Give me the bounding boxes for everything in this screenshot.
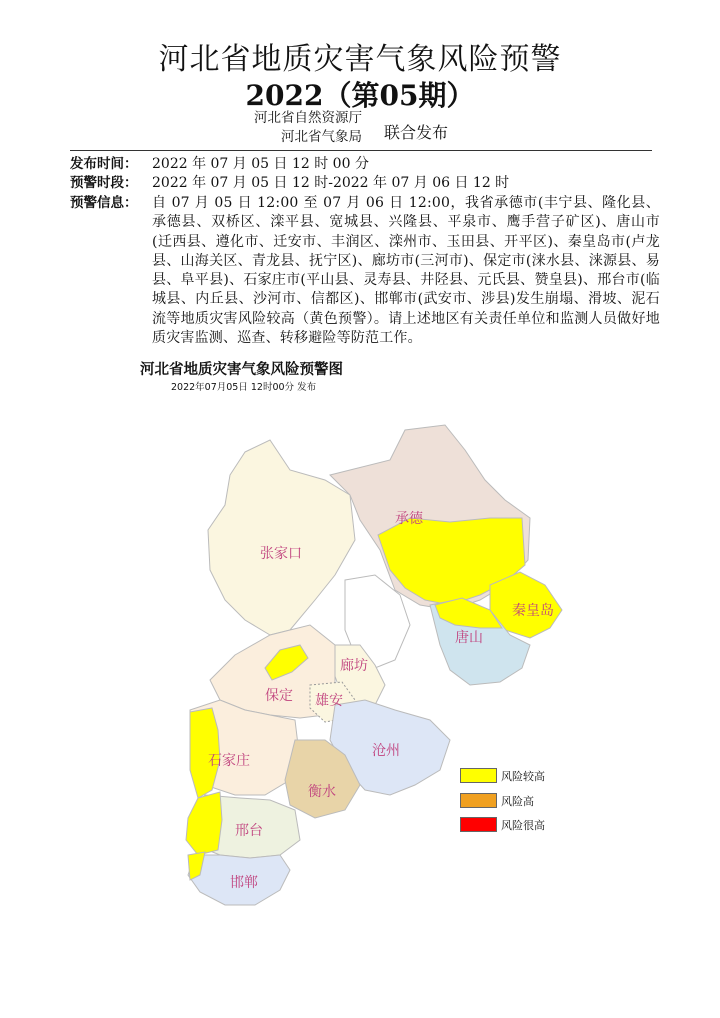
legend-label-very-high: 风险很高 [501, 819, 545, 832]
legend-swatch-very-high [460, 817, 497, 832]
warning-info-label: 预警信息： [70, 195, 138, 211]
label-shijiazhuang: 石家庄 [208, 753, 250, 769]
warning-period-row [70, 174, 660, 193]
legend-swatch-moderate [460, 768, 497, 783]
label-tangshan: 唐山 [455, 630, 483, 646]
label-baoding: 保定 [265, 688, 293, 704]
map-date: 2022年07月05日 12时00分 发布 [171, 382, 317, 393]
warning-info-text: 自 07 月 05 日 12:00 至 07 月 06 日 12:00，我省承德市(丰宁县、隆化县、承德县、双桥区、滦平县、宽城县、兴隆县、平泉市、鹰手营子矿区)、唐山市(迁西县、遵化市、迁安市、丰润区、滦州市、玉田县、开平区)、秦皇岛市(卢龙县、山海关区、青龙县、抚宁区)、廊坊市(三河市)、保定市(涞水县、涞源县、易县、阜平县)、石家庄市(平山县、灵寿县、井陉县、元氏县、赞皇县)、邢台市(临城县、内丘县、沙河市、信都区)、邯郸市(武安市、涉县)发生崩塌、滑坡、泥石流等地质灾害风险较高（黄色预警）。请上述地区有关责任单位和监测人员做好地质灾害监测、巡查、转移避险等防范工作。 [152, 195, 660, 347]
warning-area-xingtai [186, 792, 222, 855]
legend-label-moderate: 风险较高 [501, 770, 545, 783]
label-qinhuangdao: 秦皇岛 [512, 603, 554, 619]
header-divider [70, 150, 652, 151]
issue-number: 2022（第05期） [245, 79, 475, 112]
region-zhangjiakou [208, 440, 355, 635]
publish-time-value: 2022 年 07 月 05 日 12 时 00 分 [152, 156, 369, 172]
document-title: 河北省地质灾害气象风险预警 [158, 42, 562, 77]
warning-map [150, 400, 590, 920]
publish-time-row [70, 155, 660, 174]
issuers [254, 109, 362, 147]
warning-period-label: 预警时段： [70, 175, 138, 191]
label-zhangjiakou: 张家口 [260, 546, 302, 562]
warning-period-value: 2022 年 07 月 05 日 12 时-2022 年 07 月 06 日 12 时 [152, 175, 510, 191]
label-xingtai: 邢台 [235, 823, 263, 839]
label-langfang: 廊坊 [340, 658, 368, 674]
label-hengshui: 衡水 [308, 784, 336, 800]
label-cangzhou: 沧州 [372, 743, 400, 759]
label-xiongan: 雄安 [315, 693, 343, 709]
label-handan: 邯郸 [230, 875, 258, 891]
issuer-meteorology: 河北省气象局 [281, 129, 362, 145]
legend-label-high: 风险高 [501, 795, 534, 808]
joint-release-label: 联合发布 [384, 123, 449, 142]
warning-info [70, 194, 660, 348]
issuer-natural-resources: 河北省自然资源厅 [254, 110, 362, 126]
legend-swatch-high [460, 793, 497, 808]
publish-time-label: 发布时间： [70, 156, 138, 172]
label-chengde: 承德 [395, 511, 423, 527]
map-title: 河北省地质灾害气象风险预警图 [140, 362, 343, 378]
